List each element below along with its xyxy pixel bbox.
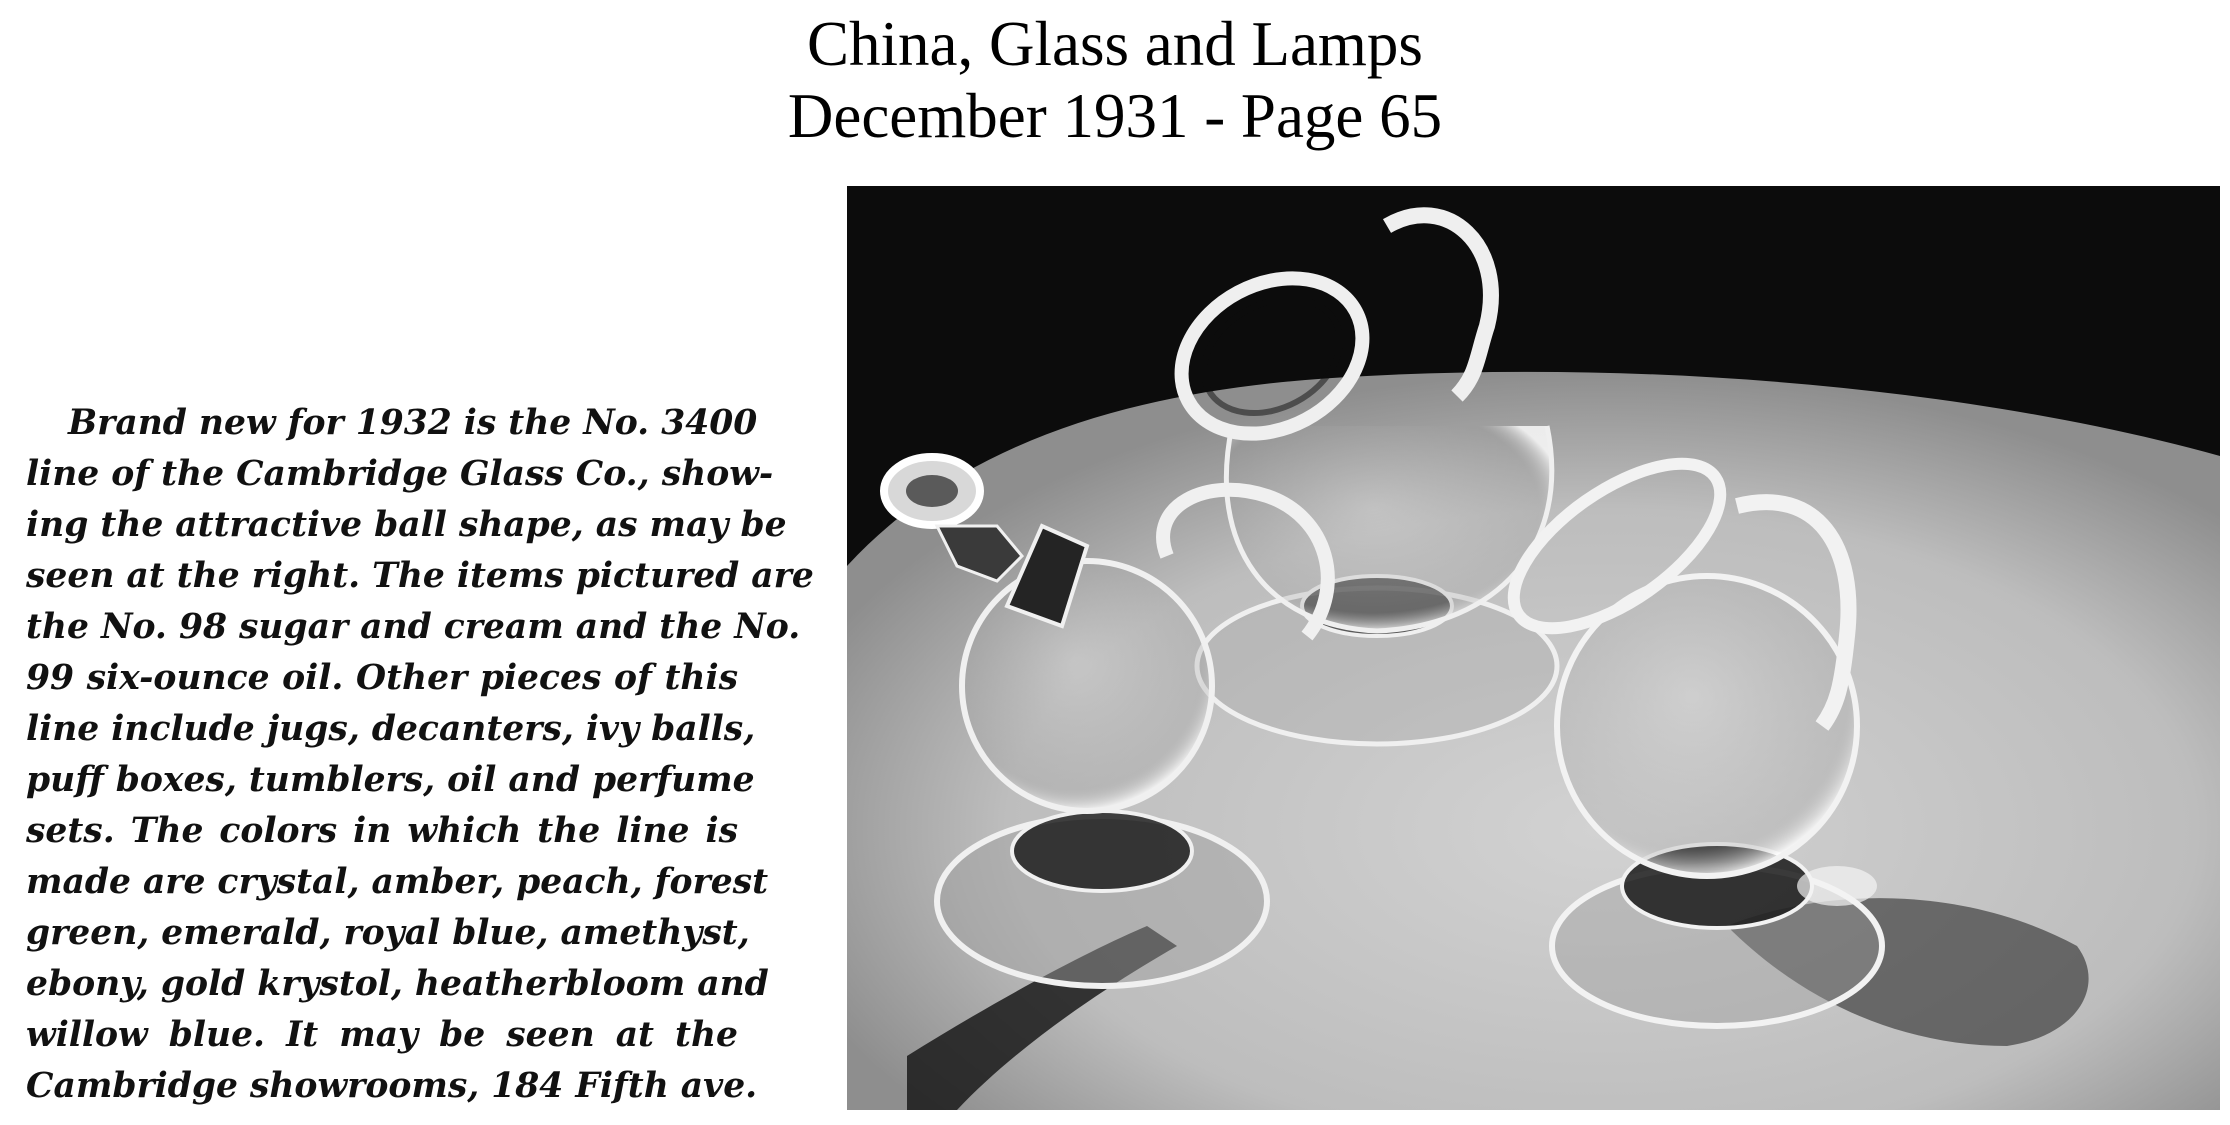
article-line: Brand new for 1932 is the No. 3400 bbox=[68, 403, 758, 443]
article-line: puff boxes, tumblers, oil and perfume bbox=[26, 760, 755, 800]
article-line: seen at the right. The items pictured are bbox=[26, 556, 814, 596]
article-line: the No. 98 sugar and cream and the No. bbox=[26, 607, 801, 647]
article-line: willow blue. It may be seen at the bbox=[26, 1015, 738, 1055]
glassware-photo-illustration bbox=[847, 186, 2220, 1110]
article-line: 99 six-ounce oil. Other pieces of this bbox=[26, 658, 738, 698]
article-line: made are crystal, amber, peach, forest bbox=[26, 862, 769, 902]
article-line: Cambridge showrooms, 184 Fifth ave. bbox=[26, 1066, 758, 1106]
article-line: green, emerald, royal blue, amethyst, bbox=[26, 913, 750, 953]
article-line: line include jugs, decanters, ivy balls, bbox=[26, 709, 756, 749]
page-title: China, Glass and Lamps bbox=[807, 9, 1423, 79]
article-line: line of the Cambridge Glass Co., show- bbox=[26, 454, 774, 494]
page-header bbox=[0, 8, 2230, 152]
page-subtitle: December 1931 - Page 65 bbox=[787, 81, 1443, 151]
glassware-photo bbox=[847, 186, 2220, 1110]
article-line: ebony, gold krystol, heatherbloom and bbox=[26, 964, 769, 1004]
article-line: ing the attractive ball shape, as may be bbox=[26, 505, 787, 545]
article-line: sets. The colors in which the line is bbox=[26, 811, 738, 851]
article-text bbox=[26, 398, 814, 1112]
